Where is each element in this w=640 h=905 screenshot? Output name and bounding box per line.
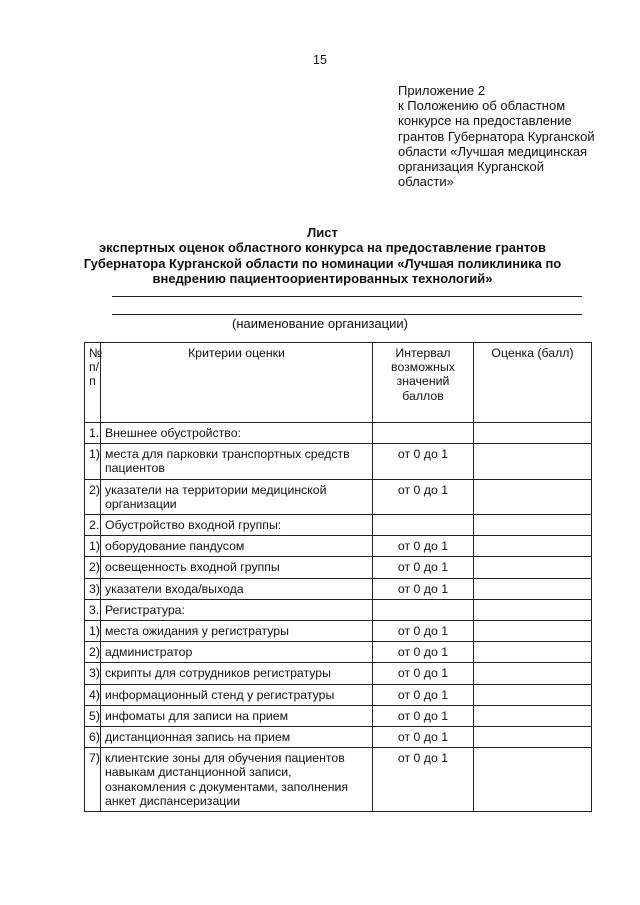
row-interval: от 0 до 1: [373, 578, 474, 599]
row-number: 3.: [85, 599, 101, 620]
row-interval: от 0 до 1: [373, 444, 474, 479]
row-interval: от 0 до 1: [373, 621, 474, 642]
row-score-input[interactable]: [474, 705, 592, 726]
appendix-line: области»: [398, 174, 454, 190]
title-line: внедрению пациентоориентированных технологий»: [152, 271, 493, 287]
row-score-input[interactable]: [474, 578, 592, 599]
document-title: [75, 225, 570, 287]
table-row: [85, 557, 592, 578]
row-score-input[interactable]: [474, 684, 592, 705]
row-score-input[interactable]: [474, 621, 592, 642]
row-criteria: освещенность входной группы: [101, 557, 373, 578]
row-criteria: Регистратура:: [101, 599, 373, 620]
table-row: [85, 536, 592, 557]
row-number: 7): [85, 748, 101, 812]
appendix-line: Приложение 2: [398, 83, 486, 98]
row-interval: от 0 до 1: [373, 684, 474, 705]
row-number: 2): [85, 557, 101, 578]
row-score-input[interactable]: [474, 727, 592, 748]
row-criteria: инфоматы для записи на прием: [101, 705, 373, 726]
table-header-row: [85, 343, 592, 423]
organization-name-line: [112, 314, 582, 315]
row-number: 4): [85, 684, 101, 705]
appendix-line: конкурсе на предоставление: [398, 113, 572, 129]
row-criteria: клиентские зоны для обучения пациентов навыкам дистанционной записи, ознакомления с документами, заполнения анкет диспансеризации: [101, 748, 373, 812]
row-interval: от 0 до 1: [373, 663, 474, 684]
row-number: 3): [85, 663, 101, 684]
row-number: 1): [85, 621, 101, 642]
row-score-input[interactable]: [474, 444, 592, 479]
table-row: [85, 578, 592, 599]
row-score-input[interactable]: [474, 515, 592, 536]
table-row: [85, 515, 592, 536]
table-row: [85, 705, 592, 726]
row-interval: [373, 599, 474, 620]
row-number: 3): [85, 578, 101, 599]
header-criteria: Критерии оценки: [101, 343, 373, 423]
row-interval: от 0 до 1: [373, 642, 474, 663]
row-score-input[interactable]: [474, 557, 592, 578]
header-score: Оценка (балл): [474, 343, 592, 423]
appendix-line: к Положению об областном: [398, 98, 566, 114]
row-criteria: оборудование пандусом: [101, 536, 373, 557]
appendix-line: грантов Губернатора Курганской: [398, 128, 595, 144]
appendix-note: [398, 83, 623, 189]
row-interval: [373, 515, 474, 536]
row-criteria: Обустройство входной группы:: [101, 515, 373, 536]
table-row: [85, 479, 592, 514]
row-criteria: информационный стенд у регистратуры: [101, 684, 373, 705]
row-interval: от 0 до 1: [373, 727, 474, 748]
row-interval: от 0 до 1: [373, 705, 474, 726]
row-score-input[interactable]: [474, 479, 592, 514]
row-criteria: скрипты для сотрудников регистратуры: [101, 663, 373, 684]
evaluation-table: [84, 342, 592, 812]
title-heading: Лист: [307, 225, 338, 240]
row-number: 1): [85, 444, 101, 479]
row-number: 2): [85, 642, 101, 663]
table-row: [85, 684, 592, 705]
row-interval: от 0 до 1: [373, 557, 474, 578]
header-interval: Интервал возможных значений баллов: [373, 343, 474, 423]
row-number: 1): [85, 536, 101, 557]
row-criteria: указатели входа/выхода: [101, 578, 373, 599]
table-row: [85, 423, 592, 444]
organization-caption: (наименование организации): [232, 316, 408, 331]
row-interval: от 0 до 1: [373, 479, 474, 514]
table-row: [85, 663, 592, 684]
row-score-input[interactable]: [474, 748, 592, 812]
row-number: 5): [85, 705, 101, 726]
title-line: экспертных оценок областного конкурса на предоставление грантов: [99, 240, 546, 256]
table-row: [85, 599, 592, 620]
header-num: № п/п: [85, 343, 101, 423]
row-interval: от 0 до 1: [373, 748, 474, 812]
row-criteria: указатели на территории медицинской организации: [101, 479, 373, 514]
page-number: 15: [313, 53, 327, 67]
row-criteria: дистанционная запись на прием: [101, 727, 373, 748]
row-score-input[interactable]: [474, 642, 592, 663]
row-score-input[interactable]: [474, 663, 592, 684]
table-row: [85, 642, 592, 663]
row-number: 6): [85, 727, 101, 748]
row-criteria: администратор: [101, 642, 373, 663]
title-line: Губернатора Курганской области по номинации «Лучшая поликлиника по: [83, 255, 562, 271]
row-score-input[interactable]: [474, 599, 592, 620]
row-number: 1.: [85, 423, 101, 444]
organization-name-line: [112, 296, 582, 297]
row-number: 2): [85, 479, 101, 514]
appendix-line: области «Лучшая медицинская: [398, 143, 588, 159]
row-score-input[interactable]: [474, 423, 592, 444]
table-row: [85, 621, 592, 642]
row-interval: [373, 423, 474, 444]
row-number: 2.: [85, 515, 101, 536]
appendix-line: организация Курганской: [398, 159, 544, 175]
row-criteria: места для парковки транспортных средств пациентов: [101, 444, 373, 479]
row-criteria: Внешнее обустройство:: [101, 423, 373, 444]
row-interval: от 0 до 1: [373, 536, 474, 557]
table-row: [85, 727, 592, 748]
table-row: [85, 748, 592, 812]
row-score-input[interactable]: [474, 536, 592, 557]
table-row: [85, 444, 592, 479]
row-criteria: места ожидания у регистратуры: [101, 621, 373, 642]
